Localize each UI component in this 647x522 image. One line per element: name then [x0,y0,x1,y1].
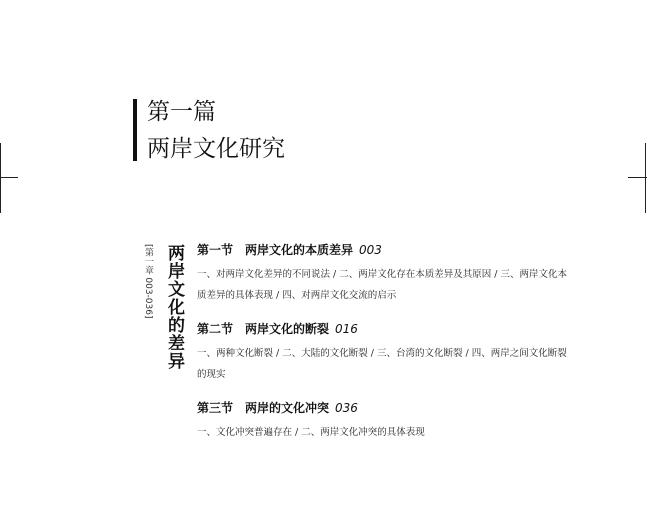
toc-section-2 [197,321,577,385]
section-heading [197,400,577,416]
section-page-number: 003 [359,243,382,257]
toc-section-3 [197,400,577,443]
part-heading-bar [133,99,137,161]
crop-mark-right-vertical [645,143,646,213]
section-subtopics: 一、两种文化断裂 / 二、大陆的文化断裂 / 三、台湾的文化断裂 / 四、两岸之间文化断裂的现实 [197,348,567,380]
section-title: 第一节 两岸文化的本质差异 [197,243,354,257]
section-page-number: 036 [335,401,358,415]
crop-mark-left-horizontal [0,177,18,178]
crop-mark-left-vertical [0,143,1,213]
section-subtopics: 一、文化冲突普遍存在 / 二、两岸文化冲突的具体表现 [197,427,425,438]
section-heading [197,242,577,258]
toc-section-1 [197,242,577,306]
part-title: 两岸文化研究 [147,136,285,162]
section-subtopics: 一、对两岸文化差异的不同说法 / 二、两岸文化存在本质差异及其原因 / 三、两岸文化本质差异的具体表现 / 四、对两岸文化交流的启示 [197,269,567,301]
chapter-page-range: [第一章 003-036] [143,244,153,319]
section-title: 第三节 两岸的文化冲突 [197,401,330,415]
section-page-number: 016 [335,322,358,336]
chapter-title: 两岸文化的差异 [164,244,184,370]
section-heading [197,321,577,337]
crop-mark-right-horizontal [628,177,647,178]
part-label: 第一篇 [147,99,216,125]
section-title: 第二节 两岸文化的断裂 [197,322,330,336]
